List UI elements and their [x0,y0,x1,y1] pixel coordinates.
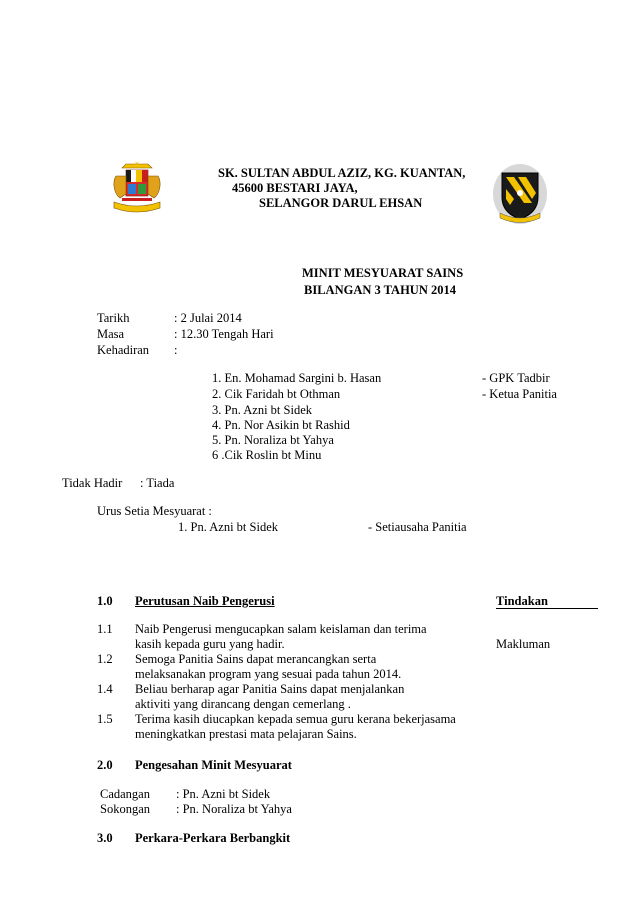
section3-title: Perkara-Perkara Berbangkit [135,831,291,845]
attendee-name: 1. En. Mohamad Sargini b. Hasan [212,371,382,385]
section1-title: Perutusan Naib Pengerusi [135,594,275,608]
coat-of-arms-logo [108,160,166,220]
item-text: Beliau berharap agar Panitia Sains dapat menjalankan [135,682,405,696]
item-text: aktiviti yang dirancang dengan cemerlang . [135,697,351,711]
action-header: Tindakan [496,594,598,609]
item-text: melaksanakan program yang sesuai pada tahun 2014. [135,667,402,681]
school-badge-logo [492,163,548,225]
attendee-role: - GPK Tadbir [482,371,550,385]
action-value: Makluman [496,637,551,651]
item-text: kasih kepada guru yang hadir. [135,637,285,651]
item-text: Naib Pengerusi mengucapkan salam keislaman dan terima [135,622,427,636]
item-number: 1.1 [97,622,113,636]
attendee-name: 3. Pn. Azni bt Sidek [212,403,313,417]
section3-number: 3.0 [97,831,113,845]
absent-label: Tidak Hadir [62,476,123,490]
secretary-label: Urus Setia Mesyuarat : [97,504,212,518]
sokongan-value: : Pn. Noraliza bt Yahya [176,802,292,816]
masa-label: Masa [97,327,125,341]
school-address-line2: 45600 BESTARI JAYA, [232,181,358,195]
attendee-name: 5. Pn. Noraliza bt Yahya [212,433,334,447]
kehadiran-label: Kehadiran [97,343,150,357]
section2-number: 2.0 [97,758,113,772]
attendee-name: 6 .Cik Roslin bt Minu [212,448,322,462]
document-title: MINIT MESYUARAT SAINS [302,266,464,280]
absent-value: : Tiada [140,476,175,490]
secretary-name: 1. Pn. Azni bt Sidek [178,520,279,534]
school-name-line1: SK. SULTAN ABDUL AZIZ, KG. KUANTAN, [218,166,466,180]
tarikh-value: : 2 Julai 2014 [174,311,242,325]
item-number: 1.2 [97,652,113,666]
item-text: Terima kasih diucapkan kepada semua guru kerana bekerjasama [135,712,456,726]
kehadiran-colon: : [174,343,178,357]
document-subtitle: BILANGAN 3 TAHUN 2014 [304,283,456,297]
cadangan-value: : Pn. Azni bt Sidek [176,787,271,801]
secretary-role: - Setiausaha Panitia [368,520,467,534]
item-text: meningkatkan prestasi mata pelajaran Sains. [135,727,357,741]
item-number: 1.5 [97,712,113,726]
school-address-line3: SELANGOR DARUL EHSAN [259,196,423,210]
section1-number: 1.0 [97,594,113,608]
sokongan-label: Sokongan [100,802,150,816]
item-number: 1.4 [97,682,113,696]
attendee-name: 2. Cik Faridah bt Othman [212,387,341,401]
item-text: Semoga Panitia Sains dapat merancangkan serta [135,652,377,666]
attendee-role: - Ketua Panitia [482,387,557,401]
masa-value: : 12.30 Tengah Hari [174,327,274,341]
section2-title: Pengesahan Minit Mesyuarat [135,758,292,772]
tarikh-label: Tarikh [97,311,130,325]
cadangan-label: Cadangan [100,787,150,801]
attendee-name: 4. Pn. Nor Asikin bt Rashid [212,418,350,432]
